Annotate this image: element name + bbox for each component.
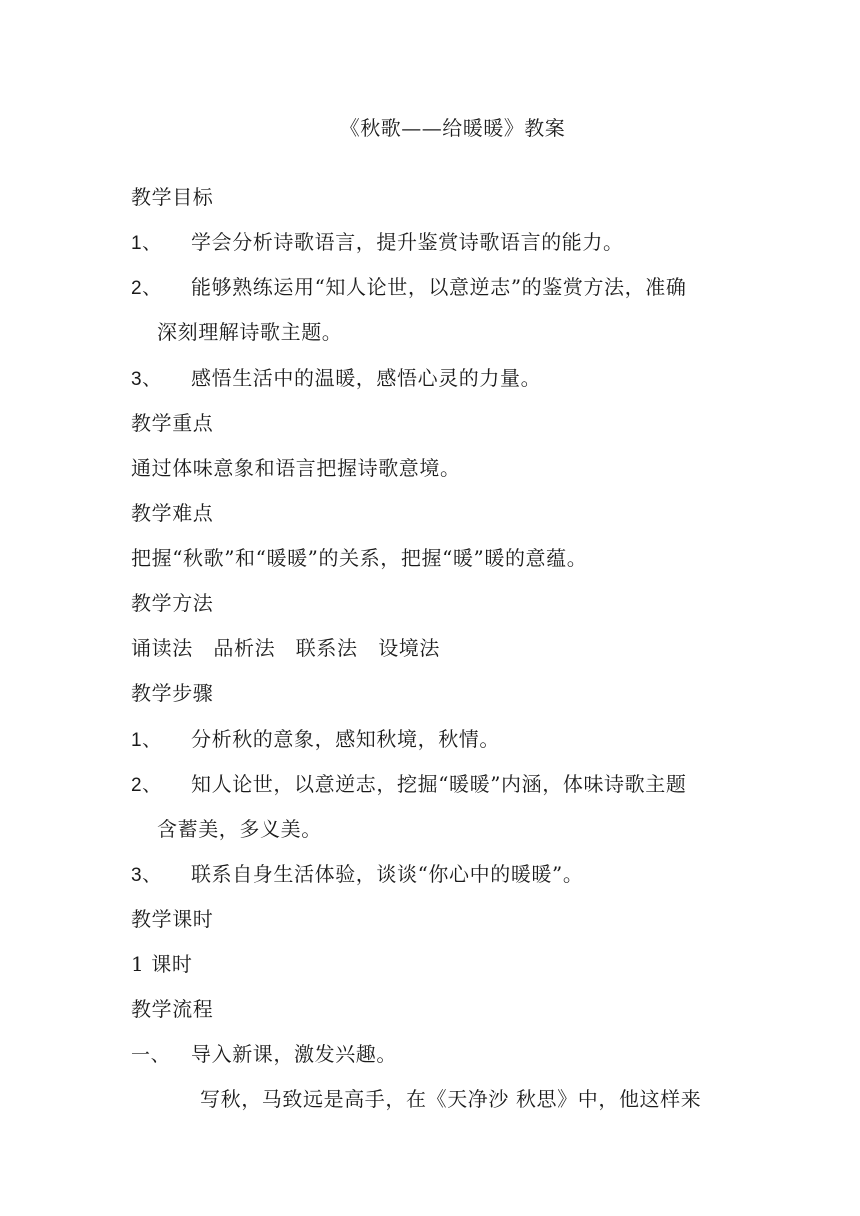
objective-number-2: 2、 xyxy=(131,278,162,299)
step-item-3 xyxy=(131,858,583,887)
hours-text: 1 课时 xyxy=(131,952,193,976)
hours-heading: 教学课时 xyxy=(131,907,214,931)
methods-heading: 教学方法 xyxy=(131,591,214,615)
process-number-1: 一、 xyxy=(131,1045,171,1066)
step-text-1: 分析秋的意象，感知秋境，秋情。 xyxy=(191,727,500,751)
objective-text-3: 感悟生活中的温暖，感悟心灵的力量。 xyxy=(191,366,542,390)
step-number-2: 2、 xyxy=(131,775,162,796)
process-text-1: 导入新课，激发兴趣。 xyxy=(191,1042,397,1066)
document-title: 《秋歌——给暖暖》教案 xyxy=(339,116,566,140)
step-item-2 xyxy=(131,768,686,797)
objective-text-1: 学会分析诗歌语言，提升鉴赏诗歌语言的能力。 xyxy=(191,230,624,254)
process-item-1 xyxy=(131,1038,397,1067)
key-point-heading: 教学重点 xyxy=(131,411,214,435)
step-number-3: 3、 xyxy=(131,865,162,886)
objective-number-3: 3、 xyxy=(131,369,162,390)
objective-item-2 xyxy=(131,271,686,300)
objective-text-2-continued: 深刻理解诗歌主题。 xyxy=(157,320,343,344)
objectives-heading: 教学目标 xyxy=(131,185,214,209)
objective-number-1: 1、 xyxy=(131,233,162,254)
steps-heading: 教学步骤 xyxy=(131,681,214,705)
objective-text-2: 能够熟练运用“知人论世，以意逆志”的鉴赏方法，准确 xyxy=(191,275,687,299)
methods-text: 诵读法 品析法 联系法 设境法 xyxy=(131,636,440,660)
step-text-2-continued: 含蓄美，多义美。 xyxy=(157,817,322,841)
process-heading: 教学流程 xyxy=(131,997,214,1021)
step-item-1 xyxy=(131,723,500,752)
objective-item-3 xyxy=(131,362,541,391)
objective-item-1 xyxy=(131,226,624,255)
step-text-3: 联系自身生活体验，谈谈“你心中的暖暖”。 xyxy=(191,862,584,886)
step-text-2: 知人论世，以意逆志，挖掘“暖暖”内涵，体味诗歌主题 xyxy=(191,772,687,796)
step-number-1: 1、 xyxy=(131,730,162,751)
difficulty-heading: 教学难点 xyxy=(131,501,214,525)
difficulty-text: 把握“秋歌”和“暖暖”的关系，把握“暖”暖的意蕴。 xyxy=(131,546,588,570)
key-point-text: 通过体味意象和语言把握诗歌意境。 xyxy=(131,456,461,480)
process-paragraph: 写秋，马致远是高手，在《天净沙 秋思》中，他这样来 xyxy=(200,1087,702,1111)
